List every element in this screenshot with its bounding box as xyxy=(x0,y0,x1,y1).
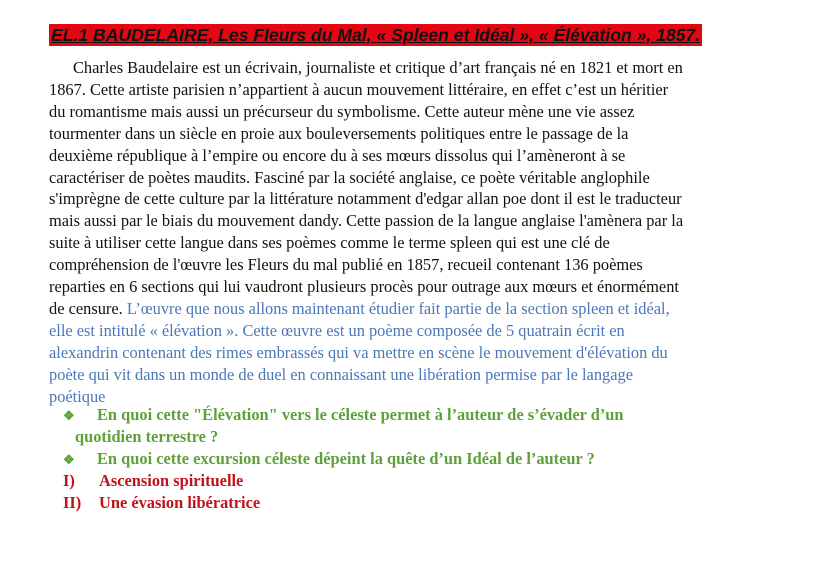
question-text: En quoi cette excursion céleste dépeint la quête d’un Idéal de l’auteur ? xyxy=(97,449,595,468)
introduction-paragraph xyxy=(49,57,784,408)
intro-line-end: de censure. xyxy=(49,298,123,318)
diamond-bullet-icon: ❖ xyxy=(63,408,75,423)
intro-line: caractériser de poètes maudits. Fasciné par la société anglaise, ce poète véritable anglophile xyxy=(49,167,650,187)
intro-line: 1867. Cette artiste parisien n’appartient à aucun mouvement littéraire, en effet c’est un héritier xyxy=(49,79,669,99)
analysis-line: poète qui vit dans un monde de duel en connaissant une libération permise par le langage xyxy=(49,364,633,384)
analysis-line: poétique xyxy=(49,386,106,406)
plan-number: I) xyxy=(63,471,75,490)
intro-line: du romantisme mais aussi un précurseur du symbolisme. Cette auteur mène une vie assez xyxy=(49,101,635,121)
problematic-question-1 xyxy=(63,404,624,427)
intro-mixed-line xyxy=(49,298,784,320)
problematic-question-1-continuation xyxy=(75,426,218,448)
intro-line: compréhension de l'œuvre les Fleurs du mal publié en 1857, recueil contenant 136 poèmes xyxy=(49,255,643,275)
plan-item-1 xyxy=(63,470,243,492)
analysis-line: elle est intitulé « élévation ». Cette œuvre est un poème composée de 5 quatrain écrit en xyxy=(49,320,625,340)
plan-number: II) xyxy=(63,493,82,512)
intro-line: reparties en 6 sections qui lui vaudront plusieurs procès pour outrage aux mœurs et énormément xyxy=(49,277,679,297)
plan-label: Une évasion libératrice xyxy=(99,493,261,512)
analysis-line: alexandrin contenant des rimes embrassés qui va mettre en scène le mouvement d'élévation du xyxy=(49,342,668,362)
intro-line: mais aussi par le biais du mouvement dandy. Cette passion de la langue anglaise l'amènera par la xyxy=(49,211,684,231)
intro-line: s'imprègne de cette culture par la littérature notamment d'edgar allan poe dont il est le traducteur xyxy=(49,189,682,209)
intro-line: suite à utiliser cette langue dans ses poèmes comme le terme spleen qui est une clé de xyxy=(49,233,610,253)
question-text: quotidien terrestre ? xyxy=(75,427,219,446)
intro-line: tourmenter dans un siècle en proie aux bouleversements politiques entre le passage de la xyxy=(49,123,629,143)
plan-label: Ascension spirituelle xyxy=(99,471,244,490)
analysis-line: L’œuvre que nous allons maintenant étudier fait partie de la section spleen et idéal, xyxy=(126,298,670,318)
intro-line: Charles Baudelaire est un écrivain, journaliste et critique d’art français né en 1821 et mort en xyxy=(73,58,683,77)
problematic-question-2 xyxy=(63,448,595,471)
plan-item-2 xyxy=(63,492,260,514)
document-title: EL.1 BAUDELAIRE, Les Fleurs du Mal, « Spleen et Idéal », « Élévation », 1857. xyxy=(51,25,701,45)
intro-line: deuxième république à l’empire ou encore du à ses mœurs dissolus qui l’amèneront à se xyxy=(49,145,626,165)
diamond-bullet-icon: ❖ xyxy=(63,452,75,467)
question-text: En quoi cette "Élévation" vers le céleste permet à l’auteur de s’évader d’un xyxy=(97,405,624,424)
